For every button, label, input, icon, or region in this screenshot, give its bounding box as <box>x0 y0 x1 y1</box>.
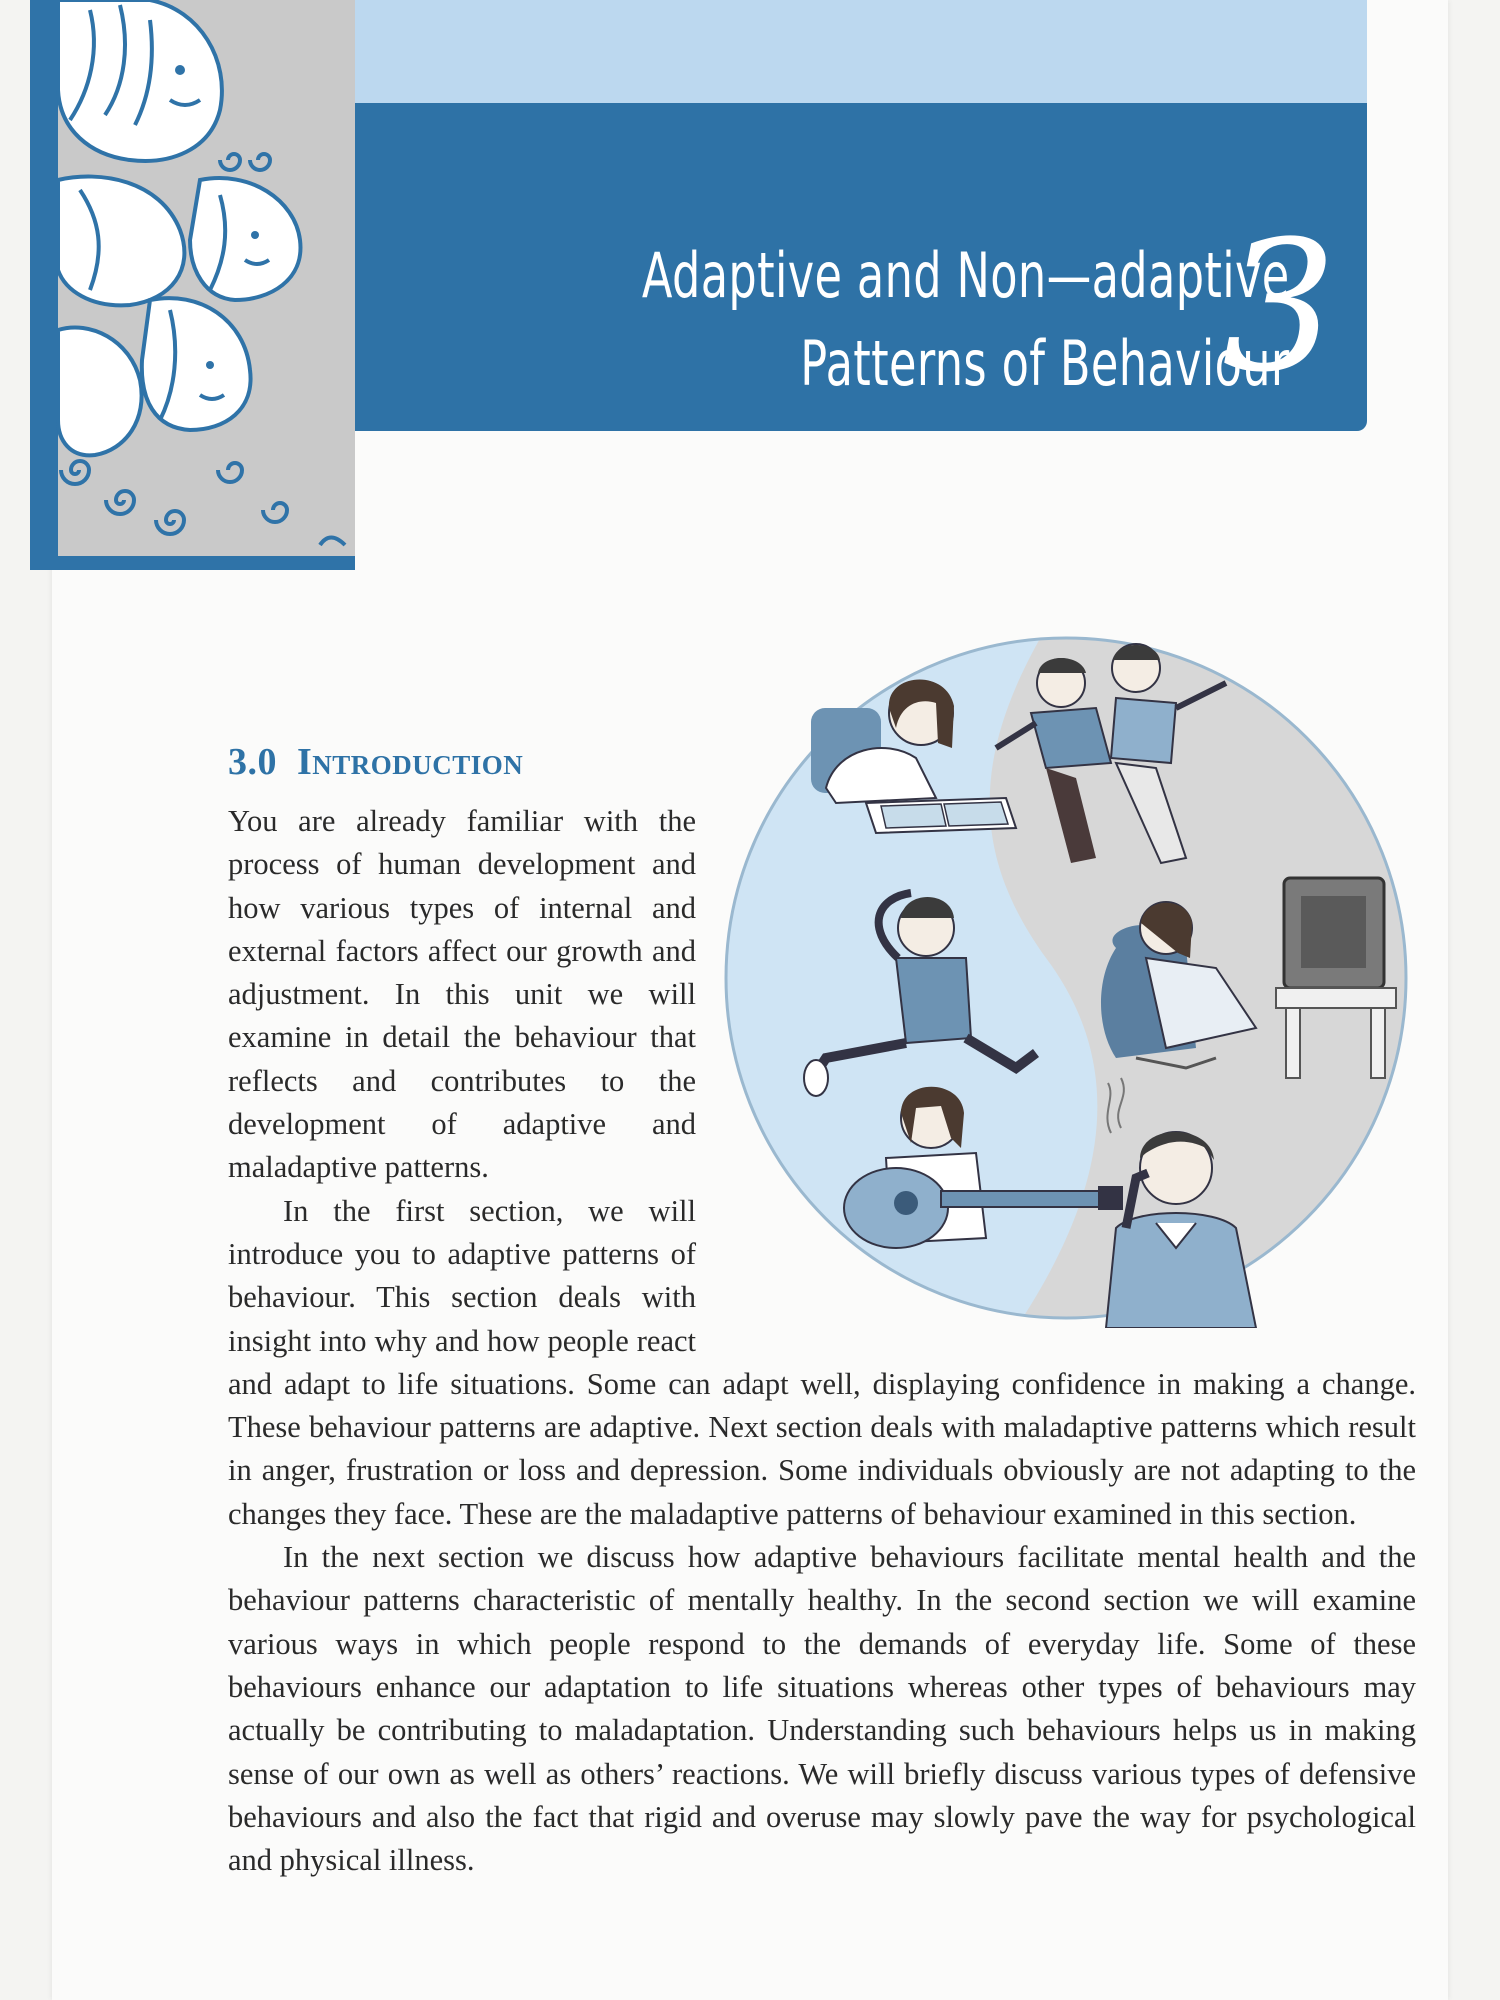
paragraph-3: In the next section we discuss how adaptive behaviours facilitate mental health and the behaviour patterns characteristic of mentally healthy. In the second section we will examine various ways in which people respond to the demands of everyday life. Some of these behaviours enhance our adaptation to life situations whereas other types of behaviours may actually be contributing to maladaptation. Understanding such behaviours helps us in making sense of our own as well as others’ reactions. We will briefly discuss various types of defensive behaviours and also the fact that rigid and overuse may slowly pave the way for psychological and physical illness. <box>228 1540 1416 1878</box>
chapter-title <box>642 232 1290 408</box>
header-band-light <box>355 0 1367 103</box>
paragraph-1: You are already familiar with the process of human development and how various types of internal and external factors affect our growth and adjustment. In this unit we will examine in detail the behaviour that reflects and contributes to the development of adaptive and maladaptive patterns. <box>228 804 696 1185</box>
section-number: 3.0 <box>228 741 277 783</box>
paragraph-2: In the first section, we will introduce you to adaptive patterns of behaviour. This section deals with insight into why and how people react and adapt to life situations. Some can adapt well, displaying confidence in making a change. These behaviour patterns are adaptive. Next section deals with maladaptive patterns which result in anger, frustration or loss and depression. Some individuals obviously are not adapting to the changes they face. These are the maladaptive patterns of behaviour examined in this section. <box>228 1193 1416 1531</box>
chapter-title-line1: Adaptive and Non—adaptive <box>642 239 1290 312</box>
section-title: Introduction <box>297 741 524 783</box>
body-text <box>228 800 1416 1882</box>
decorative-children-strip <box>30 0 355 570</box>
children-doodle-icon <box>30 0 355 570</box>
chapter-number: 3 <box>1222 203 1337 412</box>
section-heading <box>228 740 523 784</box>
chapter-title-line2: Patterns of Behaviour <box>800 327 1290 400</box>
illustration-float-space <box>696 800 1416 1320</box>
